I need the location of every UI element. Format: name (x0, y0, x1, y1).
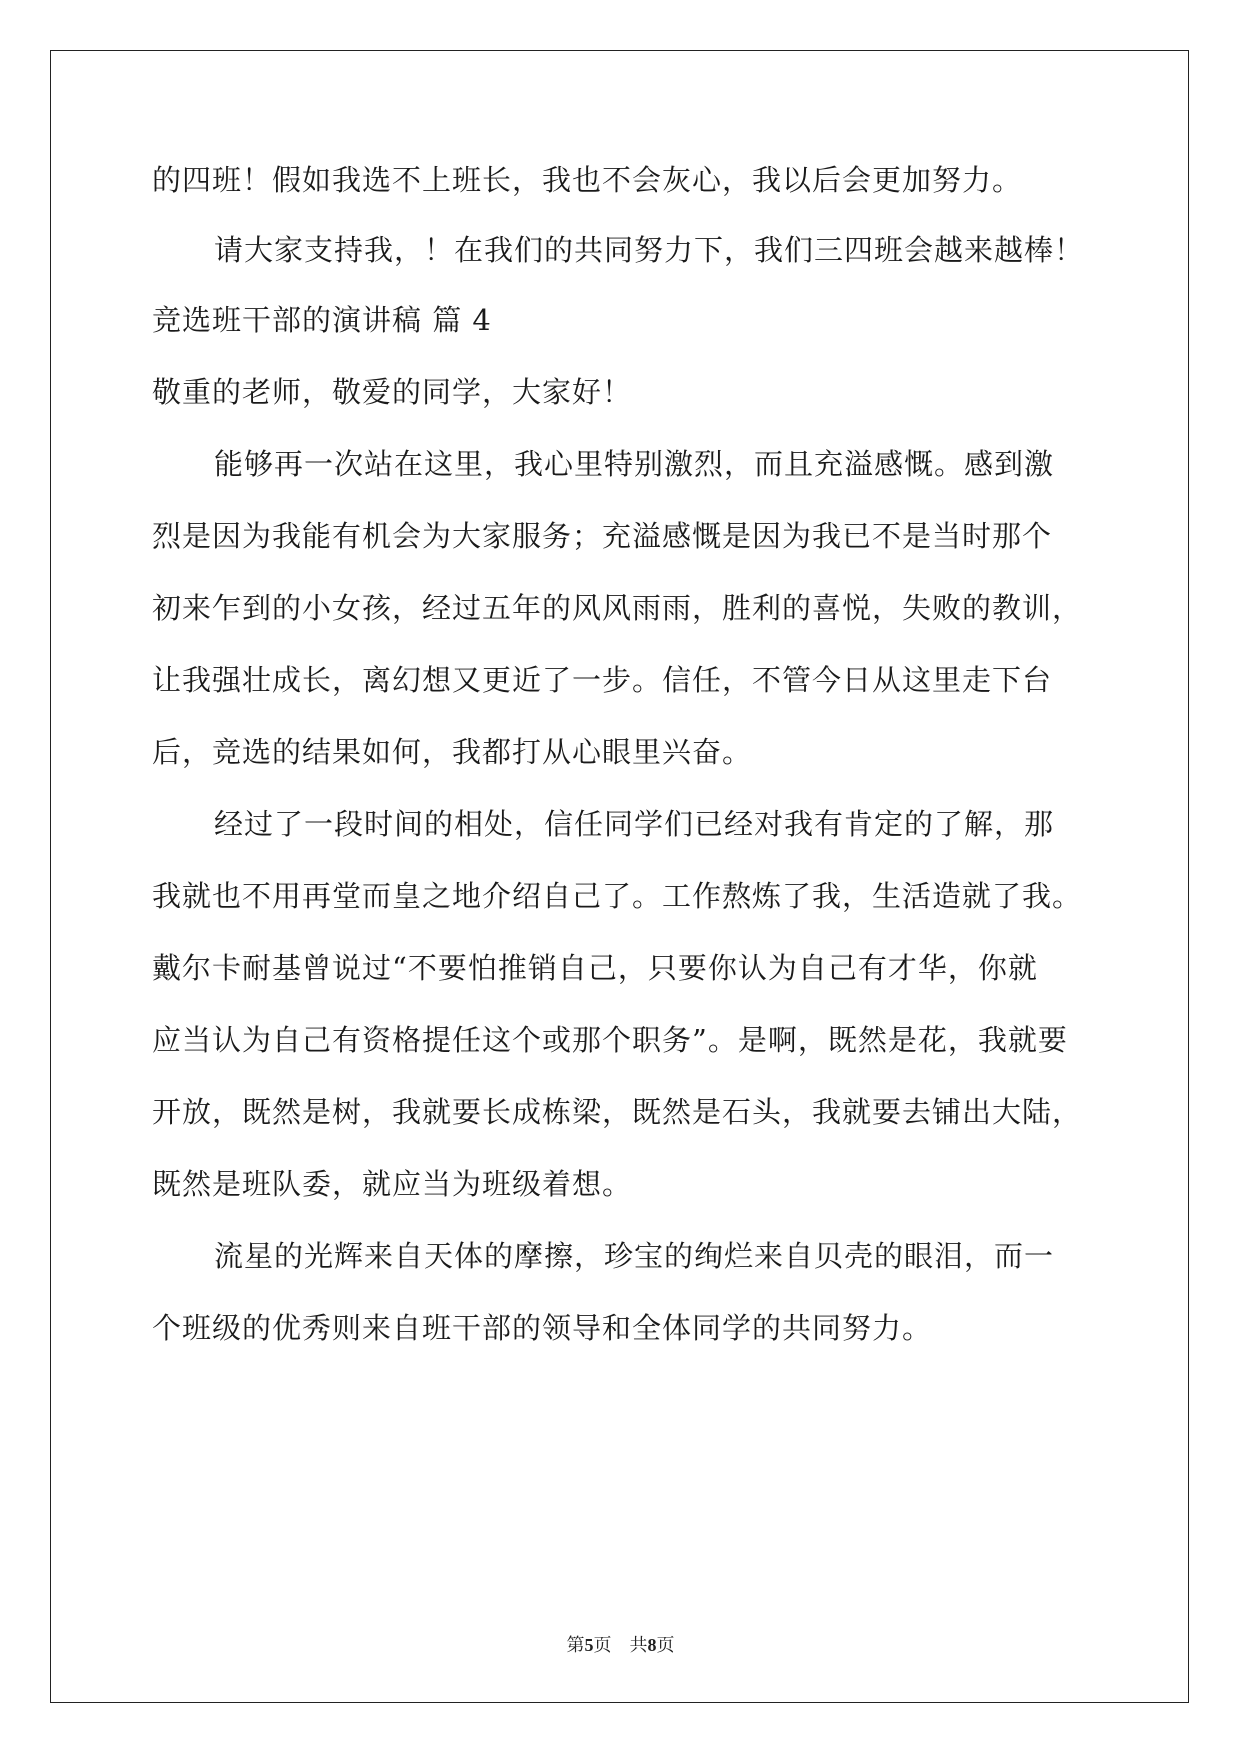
text-line: 戴尔卡耐基曾说过“不要怕推销自己，只要你认为自己有才华，你就 (152, 951, 1038, 985)
greeting-line: 敬重的老师，敬爱的同学，大家好！ (152, 375, 633, 409)
text-line: 后，竞选的结果如何，我都打从心眼里兴奋。 (152, 735, 753, 769)
text-line: 初来乍到的小女孩，经过五年的风风雨雨，胜利的喜悦，失败的教训， (152, 591, 1083, 625)
text-line: 个班级的优秀则来自班干部的领导和全体同学的共同努力。 (152, 1311, 933, 1345)
text-line: 烈是因为我能有机会为大家服务；充溢感慨是因为我已不是当时那个 (152, 519, 1053, 553)
footer-middle: 页 共 (593, 1635, 648, 1656)
footer-suffix: 页 (656, 1635, 675, 1656)
paragraph-line: 能够再一次站在这里，我心里特别激烈，而且充溢感慨。感到激 (214, 447, 1055, 481)
text-line: 既然是班队委，就应当为班级着想。 (152, 1167, 633, 1201)
text-line: 应当认为自己有资格提任这个或那个职务”。是啊，既然是花，我就要 (152, 1023, 1068, 1057)
text-line: 的四班！假如我选不上班长，我也不会灰心，我以后会更加努力。 (152, 163, 1023, 197)
page-footer (0, 1633, 1241, 1658)
current-page-number: 5 (584, 1635, 594, 1655)
text-line: 开放，既然是树，我就要长成栋梁，既然是石头，我就要去铺出大陆， (152, 1095, 1083, 1129)
footer-prefix: 第 (566, 1635, 585, 1656)
section-heading: 竞选班干部的演讲稿 篇 4 (152, 303, 492, 337)
paragraph-line: 请大家支持我，！在我们的共同努力下，我们三四班会越来越棒！ (214, 233, 1085, 267)
paragraph-line: 经过了一段时间的相处，信任同学们已经对我有肯定的了解，那 (214, 807, 1055, 841)
paragraph-line: 流星的光辉来自天体的摩擦，珍宝的绚烂来自贝壳的眼泪，而一 (214, 1239, 1055, 1273)
text-line: 让我强壮成长，离幻想又更近了一步。信任，不管今日从这里走下台 (152, 663, 1053, 697)
total-page-count: 8 (647, 1635, 657, 1655)
text-line: 我就也不用再堂而皇之地介绍自己了。工作熬炼了我，生活造就了我。 (152, 879, 1083, 913)
